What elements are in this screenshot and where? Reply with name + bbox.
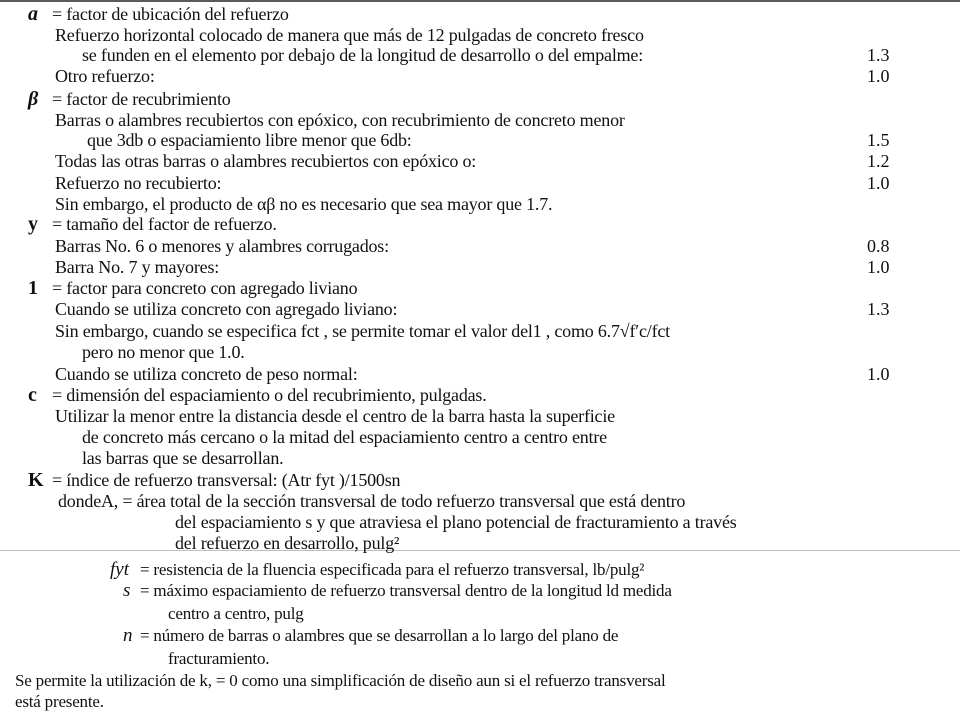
factor-value: 1.0 [867, 66, 890, 86]
text-line [0, 580, 960, 602]
line-text: Se permite la utilización de k, = 0 como una simplificación de diseño aun si el refuerzo transversal [15, 671, 666, 690]
text-line [0, 341, 960, 363]
variable-symbol: n [123, 625, 133, 646]
text-line [0, 490, 960, 512]
text-line [0, 65, 960, 87]
line-text: de concreto más cercano o la mitad del espaciamiento centro a centro entre [82, 427, 607, 447]
text-line [0, 363, 960, 385]
line-text: = tamaño del factor de refuerzo. [52, 214, 277, 234]
text-line [0, 24, 960, 46]
line-text: Refuerzo no recubierto: [55, 173, 222, 193]
text-line [0, 469, 960, 491]
text-line [0, 532, 960, 554]
variable-symbol: fyt [110, 559, 129, 580]
text-line [0, 298, 960, 320]
variable-symbol: β [28, 88, 39, 110]
text-line [0, 625, 960, 647]
line-text: Refuerzo horizontal colocado de manera que más de 12 pulgadas de concreto fresco [55, 25, 644, 45]
line-text: Barras No. 6 o menores y alambres corrugados: [55, 236, 389, 256]
line-text: = factor de ubicación del refuerzo [52, 4, 289, 24]
line-text: del refuerzo en desarrollo, pulg² [175, 533, 400, 553]
line-text: Utilizar la menor entre la distancia desde el centro de la barra hasta la superficie [55, 406, 615, 426]
line-text: = resistencia de la fluencia especificada para el refuerzo transversal, lb/pulg² [140, 560, 645, 579]
line-text: está presente. [15, 692, 104, 711]
text-line [0, 691, 960, 713]
text-line [0, 44, 960, 66]
line-text: que 3db o espaciamiento libre menor que 6db: [87, 130, 412, 150]
text-line [0, 559, 960, 581]
line-text: del espaciamiento s y que atraviesa el plano potencial de fracturamiento a través [175, 512, 737, 532]
line-text: Cuando se utiliza concreto con agregado liviano: [55, 299, 398, 319]
text-line [0, 150, 960, 172]
variable-symbol: K [28, 469, 44, 491]
text-line [0, 447, 960, 469]
text-line [0, 426, 960, 448]
text-line [0, 235, 960, 257]
factor-value: 1.3 [867, 299, 890, 319]
line-text: dondeA, = área total de la sección transversal de todo refuerzo transversal que está dentro [58, 491, 686, 511]
text-line [0, 129, 960, 151]
factor-value: 0.8 [867, 236, 890, 256]
text-line [0, 320, 960, 342]
text-line [0, 384, 960, 406]
text-line [0, 213, 960, 235]
line-text: Sin embargo, cuando se especifica fct , se permite tomar el valor del1 , como 6.7√f′c/fct [55, 321, 670, 341]
line-text: se funden en el elemento por debajo de la longitud de desarrollo o del empalme: [82, 45, 644, 65]
variable-symbol: c [28, 384, 37, 406]
text-line [0, 511, 960, 533]
line-text: = máximo espaciamiento de refuerzo transversal dentro de la longitud ld medida [140, 581, 672, 600]
factor-value: 1.0 [867, 364, 890, 384]
factor-value: 1.3 [867, 45, 890, 65]
text-line [0, 405, 960, 427]
variable-symbol: y [28, 213, 38, 235]
line-text: Cuando se utiliza concreto de peso normal: [55, 364, 358, 384]
line-text: = dimensión del espaciamiento o del recubrimiento, pulgadas. [52, 385, 487, 405]
line-text: = índice de refuerzo transversal: (Atr fyt )/1500sn [52, 470, 401, 490]
line-text: Todas las otras barras o alambres recubiertos con epóxico o: [55, 151, 477, 171]
text-line [0, 3, 960, 25]
line-text: Otro refuerzo: [55, 66, 155, 86]
factor-value: 1.5 [867, 130, 890, 150]
line-text: pero no menor que 1.0. [82, 342, 245, 362]
line-text: Sin embargo, el producto de αβ no es necesario que sea mayor que 1.7. [55, 194, 553, 214]
line-text: = factor de recubrimiento [52, 89, 231, 109]
line-text: centro a centro, pulg [168, 604, 304, 623]
line-text: = número de barras o alambres que se desarrollan a lo largo del plano de [140, 626, 619, 645]
line-text: las barras que se desarrollan. [82, 448, 284, 468]
line-text: Barra No. 7 y mayores: [55, 257, 220, 277]
text-line [0, 603, 960, 625]
variable-symbol: s [123, 580, 131, 601]
line-text: = factor para concreto con agregado liviano [52, 278, 358, 298]
text-line [0, 109, 960, 131]
text-line [0, 670, 960, 692]
text-line [0, 256, 960, 278]
line-text: Barras o alambres recubiertos con epóxico, con recubrimiento de concreto menor [55, 110, 625, 130]
factor-value: 1.0 [867, 257, 890, 277]
text-line [0, 648, 960, 670]
text-line [0, 193, 960, 215]
factor-value: 1.0 [867, 173, 890, 193]
text-line [0, 277, 960, 299]
variable-symbol: a [28, 3, 38, 25]
variable-symbol: 1 [28, 277, 38, 299]
text-line [0, 172, 960, 194]
text-line [0, 88, 960, 110]
line-text: fracturamiento. [168, 649, 270, 668]
factor-value: 1.2 [867, 151, 890, 171]
